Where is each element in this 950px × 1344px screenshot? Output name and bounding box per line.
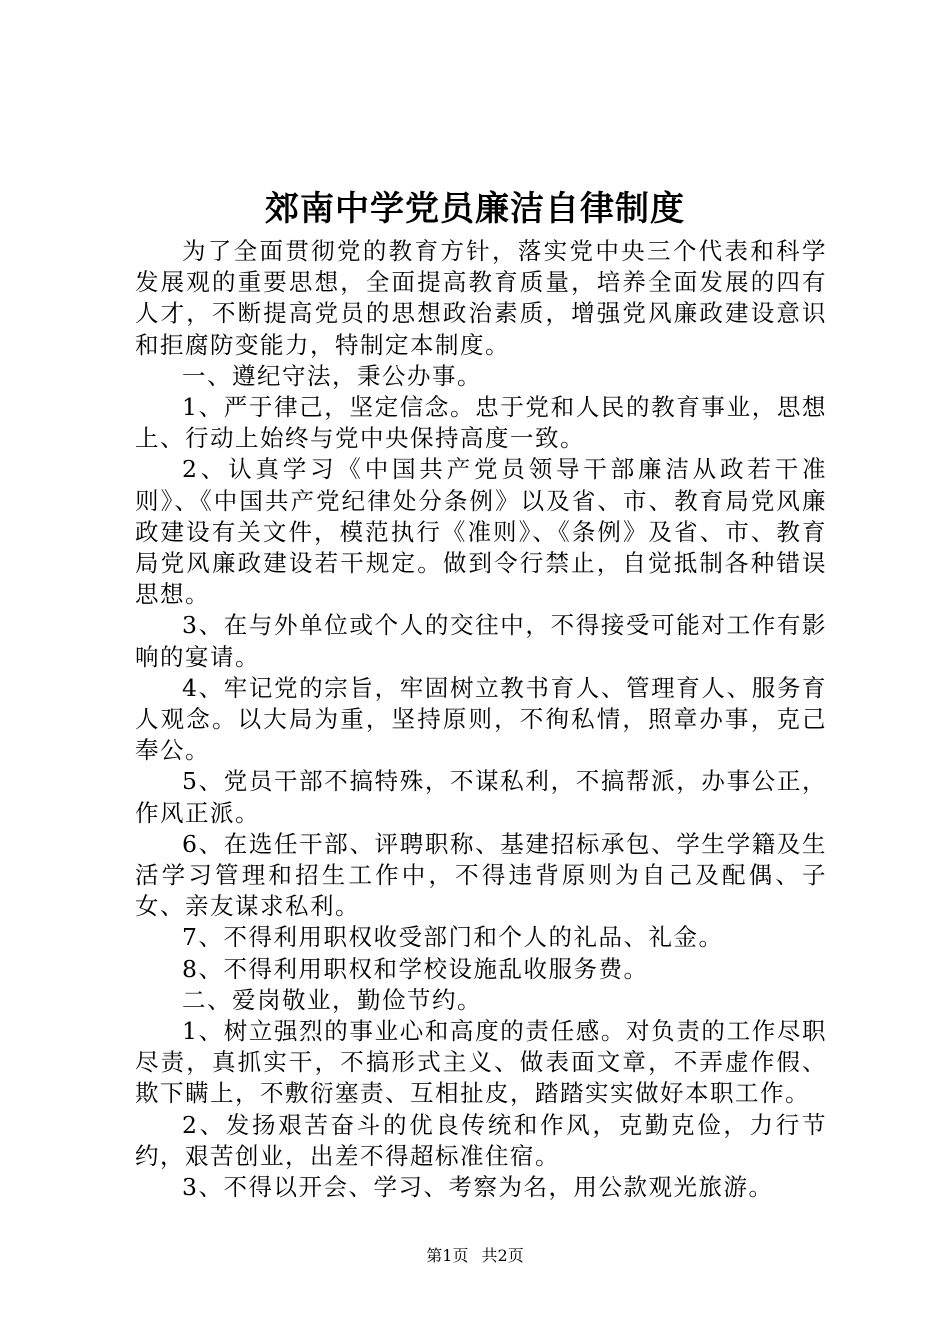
clause-1-4: 4、牢记党的宗旨，牢固树立教书育人、管理育人、服务育人观念。以大局为重，坚持原则，不徇私情，照章办事，克己奉公。 bbox=[135, 673, 827, 765]
clause-2-1: 1、树立强烈的事业心和高度的责任感。对负责的工作尽职尽责，真抓实干，不搞形式主义、做表面文章，不弄虚作假、欺下瞒上，不敷衍塞责、互相扯皮，踏踏实实做好本职工作。 bbox=[135, 1017, 827, 1108]
page-total: 共2页 bbox=[481, 1246, 524, 1265]
document-title: 郊南中学党员廉洁自律制度 bbox=[265, 189, 685, 229]
clause-1-1: 1、严于律己，坚定信念。忠于党和人民的教育事业，思想上、行动上始终与党中央保持高度一致。 bbox=[135, 393, 827, 453]
section-heading-1: 一、遵纪守法，秉公办事。 bbox=[182, 361, 482, 390]
section-heading-2: 二、爱岗敬业，勤俭节约。 bbox=[182, 985, 482, 1014]
clause-1-8: 8、不得利用职权和学校设施乱收服务费。 bbox=[182, 954, 649, 983]
clause-2-3: 3、不得以开会、学习、考察为名，用公款观光旅游。 bbox=[182, 1173, 774, 1202]
clause-1-6: 6、在选任干部、评聘职称、基建招标承包、学生学籍及生活学习管理和招生工作中，不得违背原则为自己及配偶、子女、亲友谋求私利。 bbox=[135, 829, 827, 921]
clause-1-7: 7、不得利用职权收受部门和个人的礼品、礼金。 bbox=[182, 923, 724, 952]
page-number: 第1页 bbox=[426, 1246, 469, 1265]
clause-1-5: 5、党员干部不搞特殊，不谋私利，不搞帮派，办事公正，作风正派。 bbox=[135, 767, 827, 827]
document-body bbox=[135, 236, 827, 1203]
clause-2-2: 2、发扬艰苦奋斗的优良传统和作风，克勤克俭，力行节约，艰苦创业，出差不得超标准住宿。 bbox=[135, 1110, 827, 1170]
clause-1-2: 2、认真学习《中国共产党员领导干部廉洁从政若干准则》、《中国共产党纪律处分条例》以及省、市、教育局党风廉政建设有关文件，模范执行《准则》、《条例》及省、市、教育局党风廉政建设若干规定。做到令行禁止，自觉抵制各种错误思想。 bbox=[135, 455, 827, 609]
intro-paragraph: 为了全面贯彻党的教育方针，落实党中央三个代表和科学发展观的重要思想，全面提高教育质量，培养全面发展的四有人才，不断提高党员的思想政治素质，增强党风廉政建设意识和拒腐防变能力，特制定本制度。 bbox=[135, 237, 827, 359]
clause-1-3: 3、在与外单位或个人的交往中，不得接受可能对工作有影响的宴请。 bbox=[135, 611, 827, 671]
page-footer bbox=[0, 1243, 950, 1266]
